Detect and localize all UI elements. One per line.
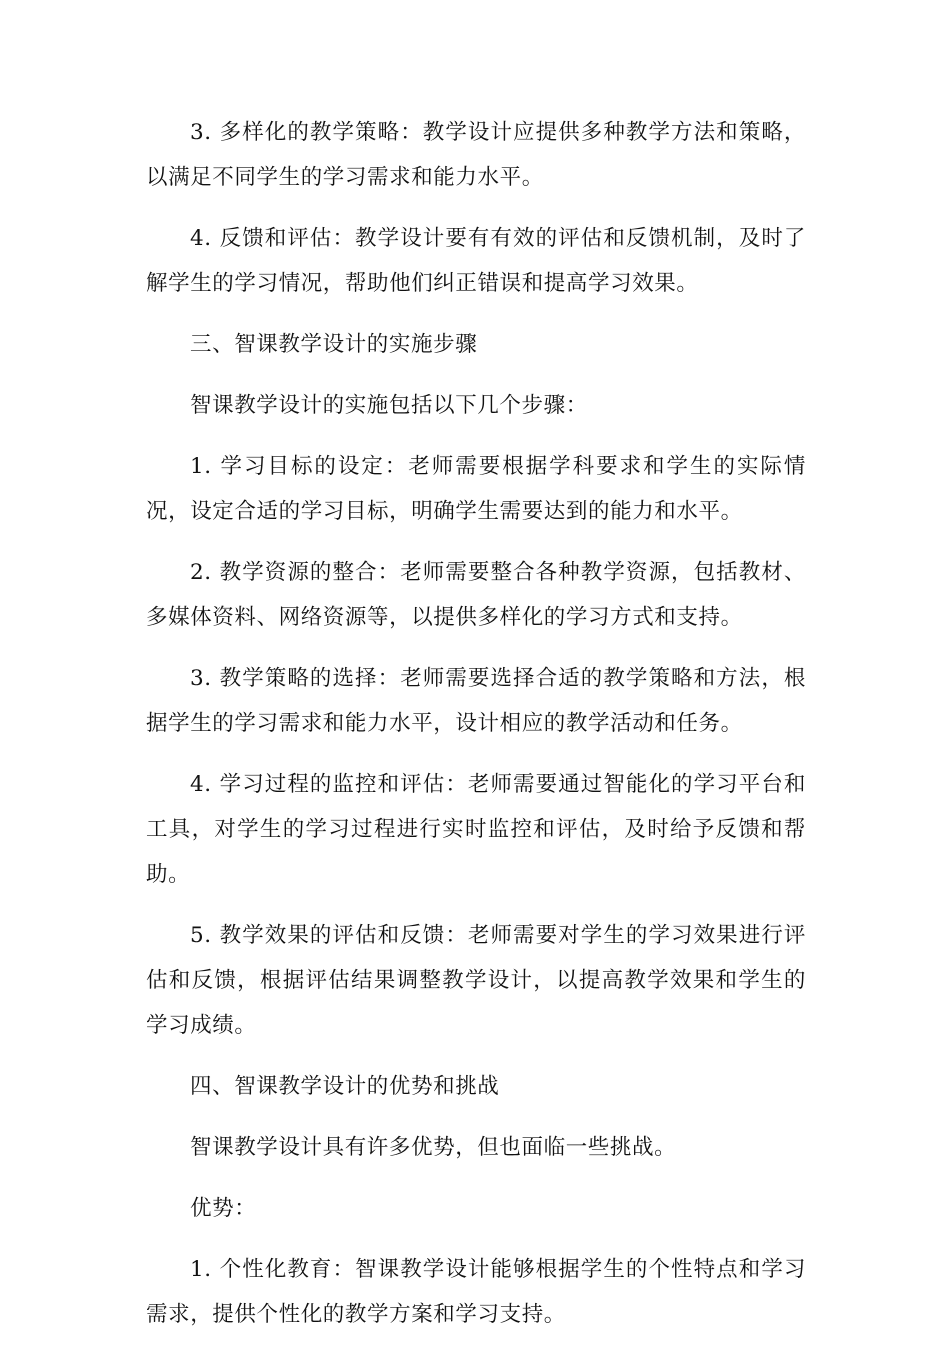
paragraph-step-2: 2. 教学资源的整合：老师需要整合各种教学资源，包括教材、多媒体资料、网络资源等，以提供多样化的学习方式和支持。 (146, 560, 806, 630)
document-body (146, 110, 806, 1353)
paragraph-implementation-intro: 智课教学设计的实施包括以下几个步骤： (190, 393, 588, 418)
paragraph-advantages-intro: 智课教学设计具有许多优势，但也面临一些挑战。 (190, 1135, 677, 1160)
paragraph-feedback-evaluation: 4. 反馈和评估：教学设计要有有效的评估和反馈机制，及时了解学生的学习情况，帮助他们纠正错误和提高学习效果。 (146, 226, 806, 296)
subheading-advantages: 优势： (190, 1196, 257, 1221)
paragraph-step-5: 5. 教学效果的评估和反馈：老师需要对学生的学习效果进行评估和反馈，根据评估结果调整教学设计，以提高教学效果和学生的学习成绩。 (146, 923, 806, 1038)
section-heading-advantages-challenges: 四、智课教学设计的优势和挑战 (190, 1074, 500, 1099)
paragraph-step-3: 3. 教学策略的选择：老师需要选择合适的教学策略和方法，根据学生的学习需求和能力水平，设计相应的教学活动和任务。 (146, 666, 806, 736)
section-heading-implementation: 三、智课教学设计的实施步骤 (190, 332, 478, 357)
paragraph-step-4: 4. 学习过程的监控和评估：老师需要通过智能化的学习平台和工具，对学生的学习过程进行实时监控和评估，及时给予反馈和帮助。 (146, 772, 806, 887)
paragraph-advantage-1: 1. 个性化教育：智课教学设计能够根据学生的个性特点和学习需求，提供个性化的教学方案和学习支持。 (146, 1257, 806, 1327)
paragraph-strategy-diversity: 3. 多样化的教学策略：教学设计应提供多种教学方法和策略，以满足不同学生的学习需求和能力水平。 (146, 120, 806, 190)
paragraph-step-1: 1. 学习目标的设定：老师需要根据学科要求和学生的实际情况，设定合适的学习目标，明确学生需要达到的能力和水平。 (146, 454, 806, 524)
